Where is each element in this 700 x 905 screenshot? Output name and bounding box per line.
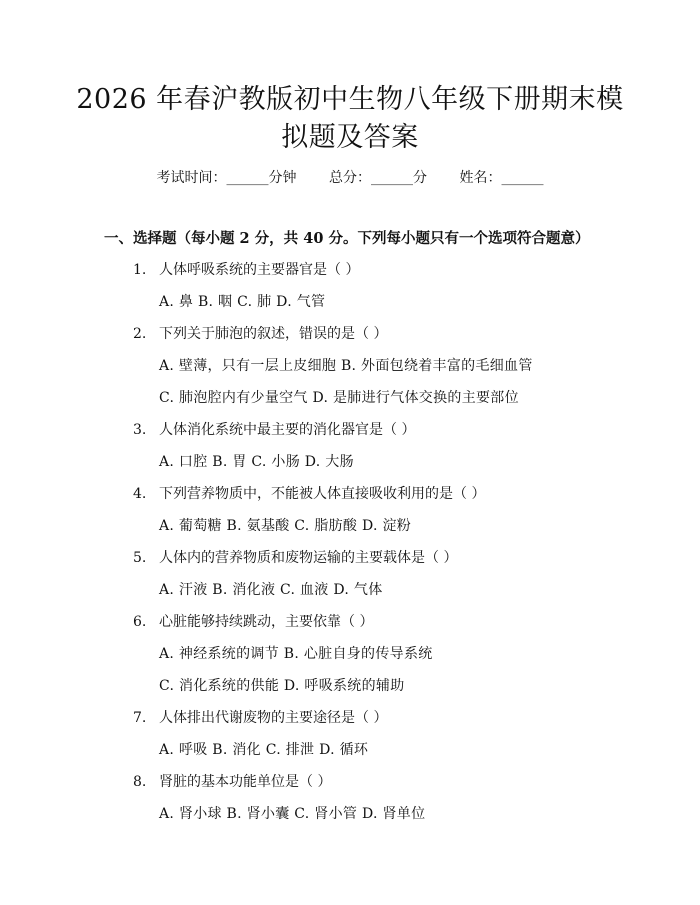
- question-8: [133, 772, 331, 792]
- question-3-options: A. 口腔 B. 胃 C. 小肠 D. 大肠: [159, 454, 354, 470]
- question-7-options: A. 呼吸 B. 消化 C. 排泄 D. 循环: [159, 742, 369, 758]
- question-6-options-line-1: A. 神经系统的调节 B. 心脏自身的传导系统: [159, 646, 433, 662]
- question-stem: 人体呼吸系统的主要器官是（ ）: [159, 262, 360, 278]
- section-heading: 一、选择题（每小题 2 分，共 40 分。下列每小题只有一个选项符合题意）: [104, 230, 590, 247]
- question-4-options: A. 葡萄糖 B. 氨基酸 C. 脂肪酸 D. 淀粉: [159, 518, 412, 534]
- student-name-field: 姓名：______: [459, 170, 544, 186]
- question-stem: 人体排出代谢废物的主要途径是（ ）: [159, 710, 388, 726]
- question-number: 5.: [133, 550, 147, 566]
- question-number: 4.: [133, 486, 147, 502]
- question-stem: 心脏能够持续跳动，主要依靠（ ）: [159, 614, 374, 630]
- question-number: 8.: [133, 774, 147, 790]
- question-3: [133, 420, 415, 440]
- document-title-line-1: 2026 年春沪教版初中生物八年级下册期末模: [76, 84, 624, 115]
- question-stem: 肾脏的基本功能单位是（ ）: [159, 774, 332, 790]
- question-2-options-line-2: C. 肺泡腔内有少量空气 D. 是肺进行气体交换的主要部位: [159, 390, 519, 406]
- question-stem: 人体内的营养物质和废物运输的主要载体是（ ）: [159, 550, 458, 566]
- question-6-options-line-2: C. 消化系统的供能 D. 呼吸系统的辅助: [159, 678, 405, 694]
- document-title-line-2: 拟题及答案: [281, 122, 419, 153]
- question-4: [133, 484, 485, 504]
- question-number: 3.: [133, 422, 147, 438]
- question-stem: 下列关于肺泡的叙述，错误的是（ ）: [159, 326, 388, 342]
- total-score-field: 总分：______分: [329, 170, 427, 186]
- question-stem: 下列营养物质中，不能被人体直接吸收利用的是（ ）: [159, 486, 486, 502]
- question-2: [133, 324, 387, 344]
- exam-time-field: 考试时间：______分钟: [156, 170, 297, 186]
- question-number: 2.: [133, 326, 147, 342]
- question-8-options: A. 肾小球 B. 肾小囊 C. 肾小管 D. 肾单位: [159, 806, 426, 822]
- question-5: [133, 548, 457, 568]
- question-number: 1.: [133, 262, 147, 278]
- question-1: [133, 260, 359, 280]
- question-stem: 人体消化系统中最主要的消化器官是（ ）: [159, 422, 416, 438]
- question-number: 7.: [133, 710, 147, 726]
- question-6: [133, 612, 373, 632]
- exam-meta: [0, 168, 700, 188]
- question-number: 6.: [133, 614, 147, 630]
- question-2-options-line-1: A. 壁薄，只有一层上皮细胞 B. 外面包绕着丰富的毛细血管: [159, 358, 533, 374]
- question-5-options: A. 汗液 B. 消化液 C. 血液 D. 气体: [159, 582, 383, 598]
- question-7: [133, 708, 387, 728]
- question-1-options: A. 鼻 B. 咽 C. 肺 D. 气管: [159, 294, 326, 310]
